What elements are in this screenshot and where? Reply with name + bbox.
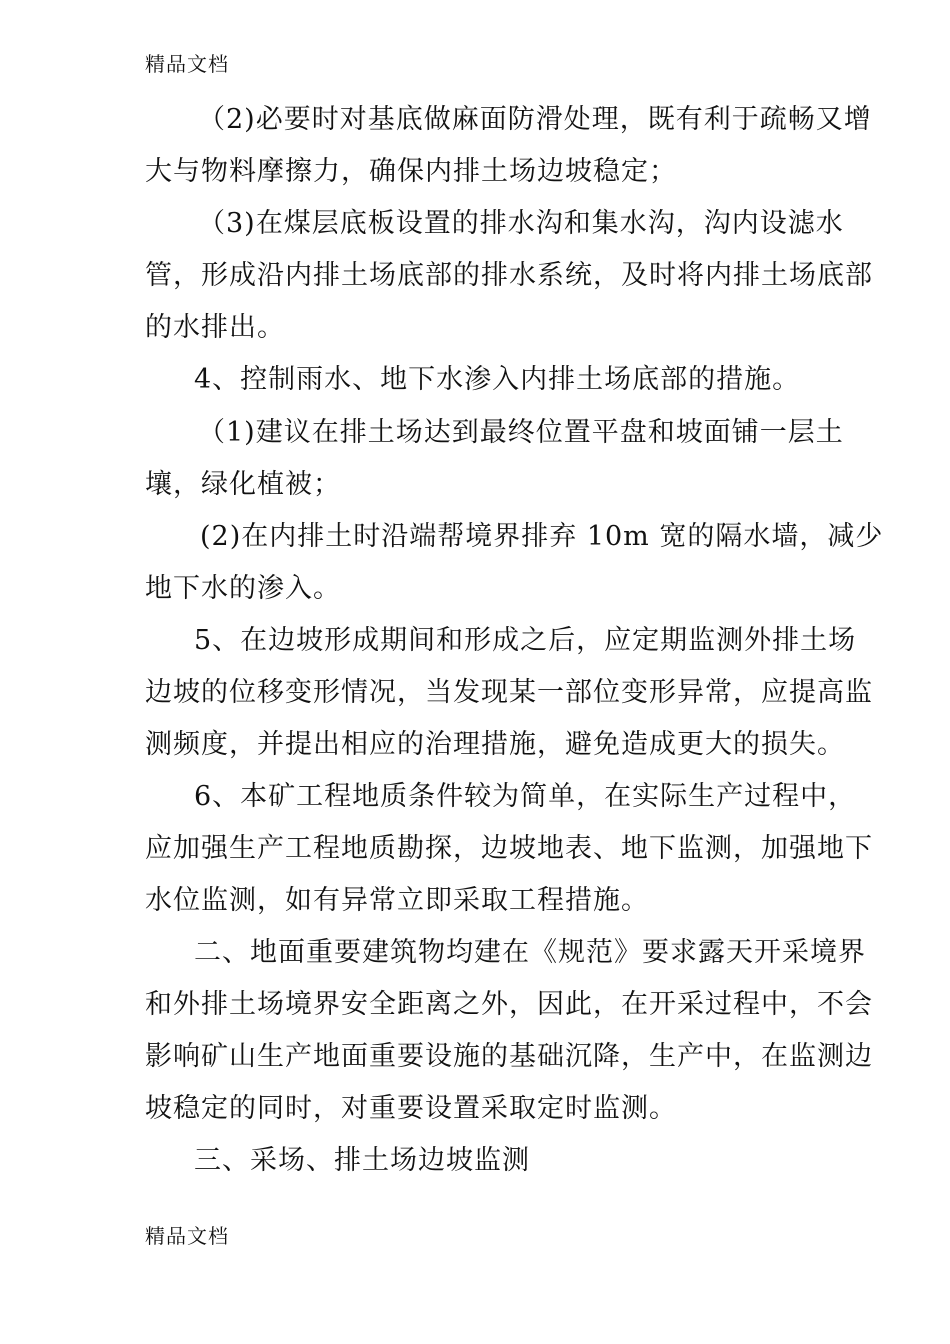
- text-line: 和外排土场境界安全距离之外，因此，在开采过程中，不会: [145, 989, 873, 1020]
- text-line: 5、在边坡形成期间和形成之后，应定期监测外排土场: [194, 625, 857, 656]
- text-line: (2)在内排土时沿端帮境界排弃 10m 宽的隔水墙，减少: [200, 521, 884, 552]
- text-line: 二、地面重要建筑物均建在《规范》要求露天开采境界: [194, 937, 866, 968]
- page-header: 精品文档: [145, 52, 229, 76]
- text-line: 边坡的位移变形情况，当发现某一部位变形异常，应提高监: [145, 677, 873, 708]
- text-line: 6、本矿工程地质条件较为简单，在实际生产过程中，: [194, 781, 857, 812]
- text-line: 影响矿山生产地面重要设施的基础沉降，生产中，在监测边: [145, 1041, 873, 1072]
- text-line: 壤，绿化植被；: [145, 469, 341, 500]
- text-line: 坡稳定的同时，对重要设置采取定时监测。: [145, 1093, 677, 1124]
- text-line: （1)建议在排土场达到最终位置平盘和坡面铺一层土: [198, 417, 844, 448]
- text-line: 水位监测，如有异常立即采取工程措施。: [145, 885, 649, 916]
- text-line: （2)必要时对基底做麻面防滑处理，既有利于疏畅又增: [198, 104, 872, 135]
- text-line: 地下水的渗入。: [145, 573, 341, 604]
- text-line: 管，形成沿内排土场底部的排水系统，及时将内排土场底部: [145, 260, 873, 291]
- text-line: 应加强生产工程地质勘探，边坡地表、地下监测，加强地下: [145, 833, 873, 864]
- text-line: 三、采场、排土场边坡监测: [194, 1145, 530, 1176]
- text-line: 的水排出。: [145, 312, 285, 343]
- text-line: 测频度，并提出相应的治理措施，避免造成更大的损失。: [145, 729, 845, 760]
- text-line: 大与物料摩擦力，确保内排土场边坡稳定；: [145, 156, 677, 187]
- text-line: 4、控制雨水、地下水渗入内排土场底部的措施。: [194, 364, 801, 395]
- page-footer: 精品文档: [145, 1224, 229, 1248]
- text-line: （3)在煤层底板设置的排水沟和集水沟，沟内设滤水: [198, 208, 844, 239]
